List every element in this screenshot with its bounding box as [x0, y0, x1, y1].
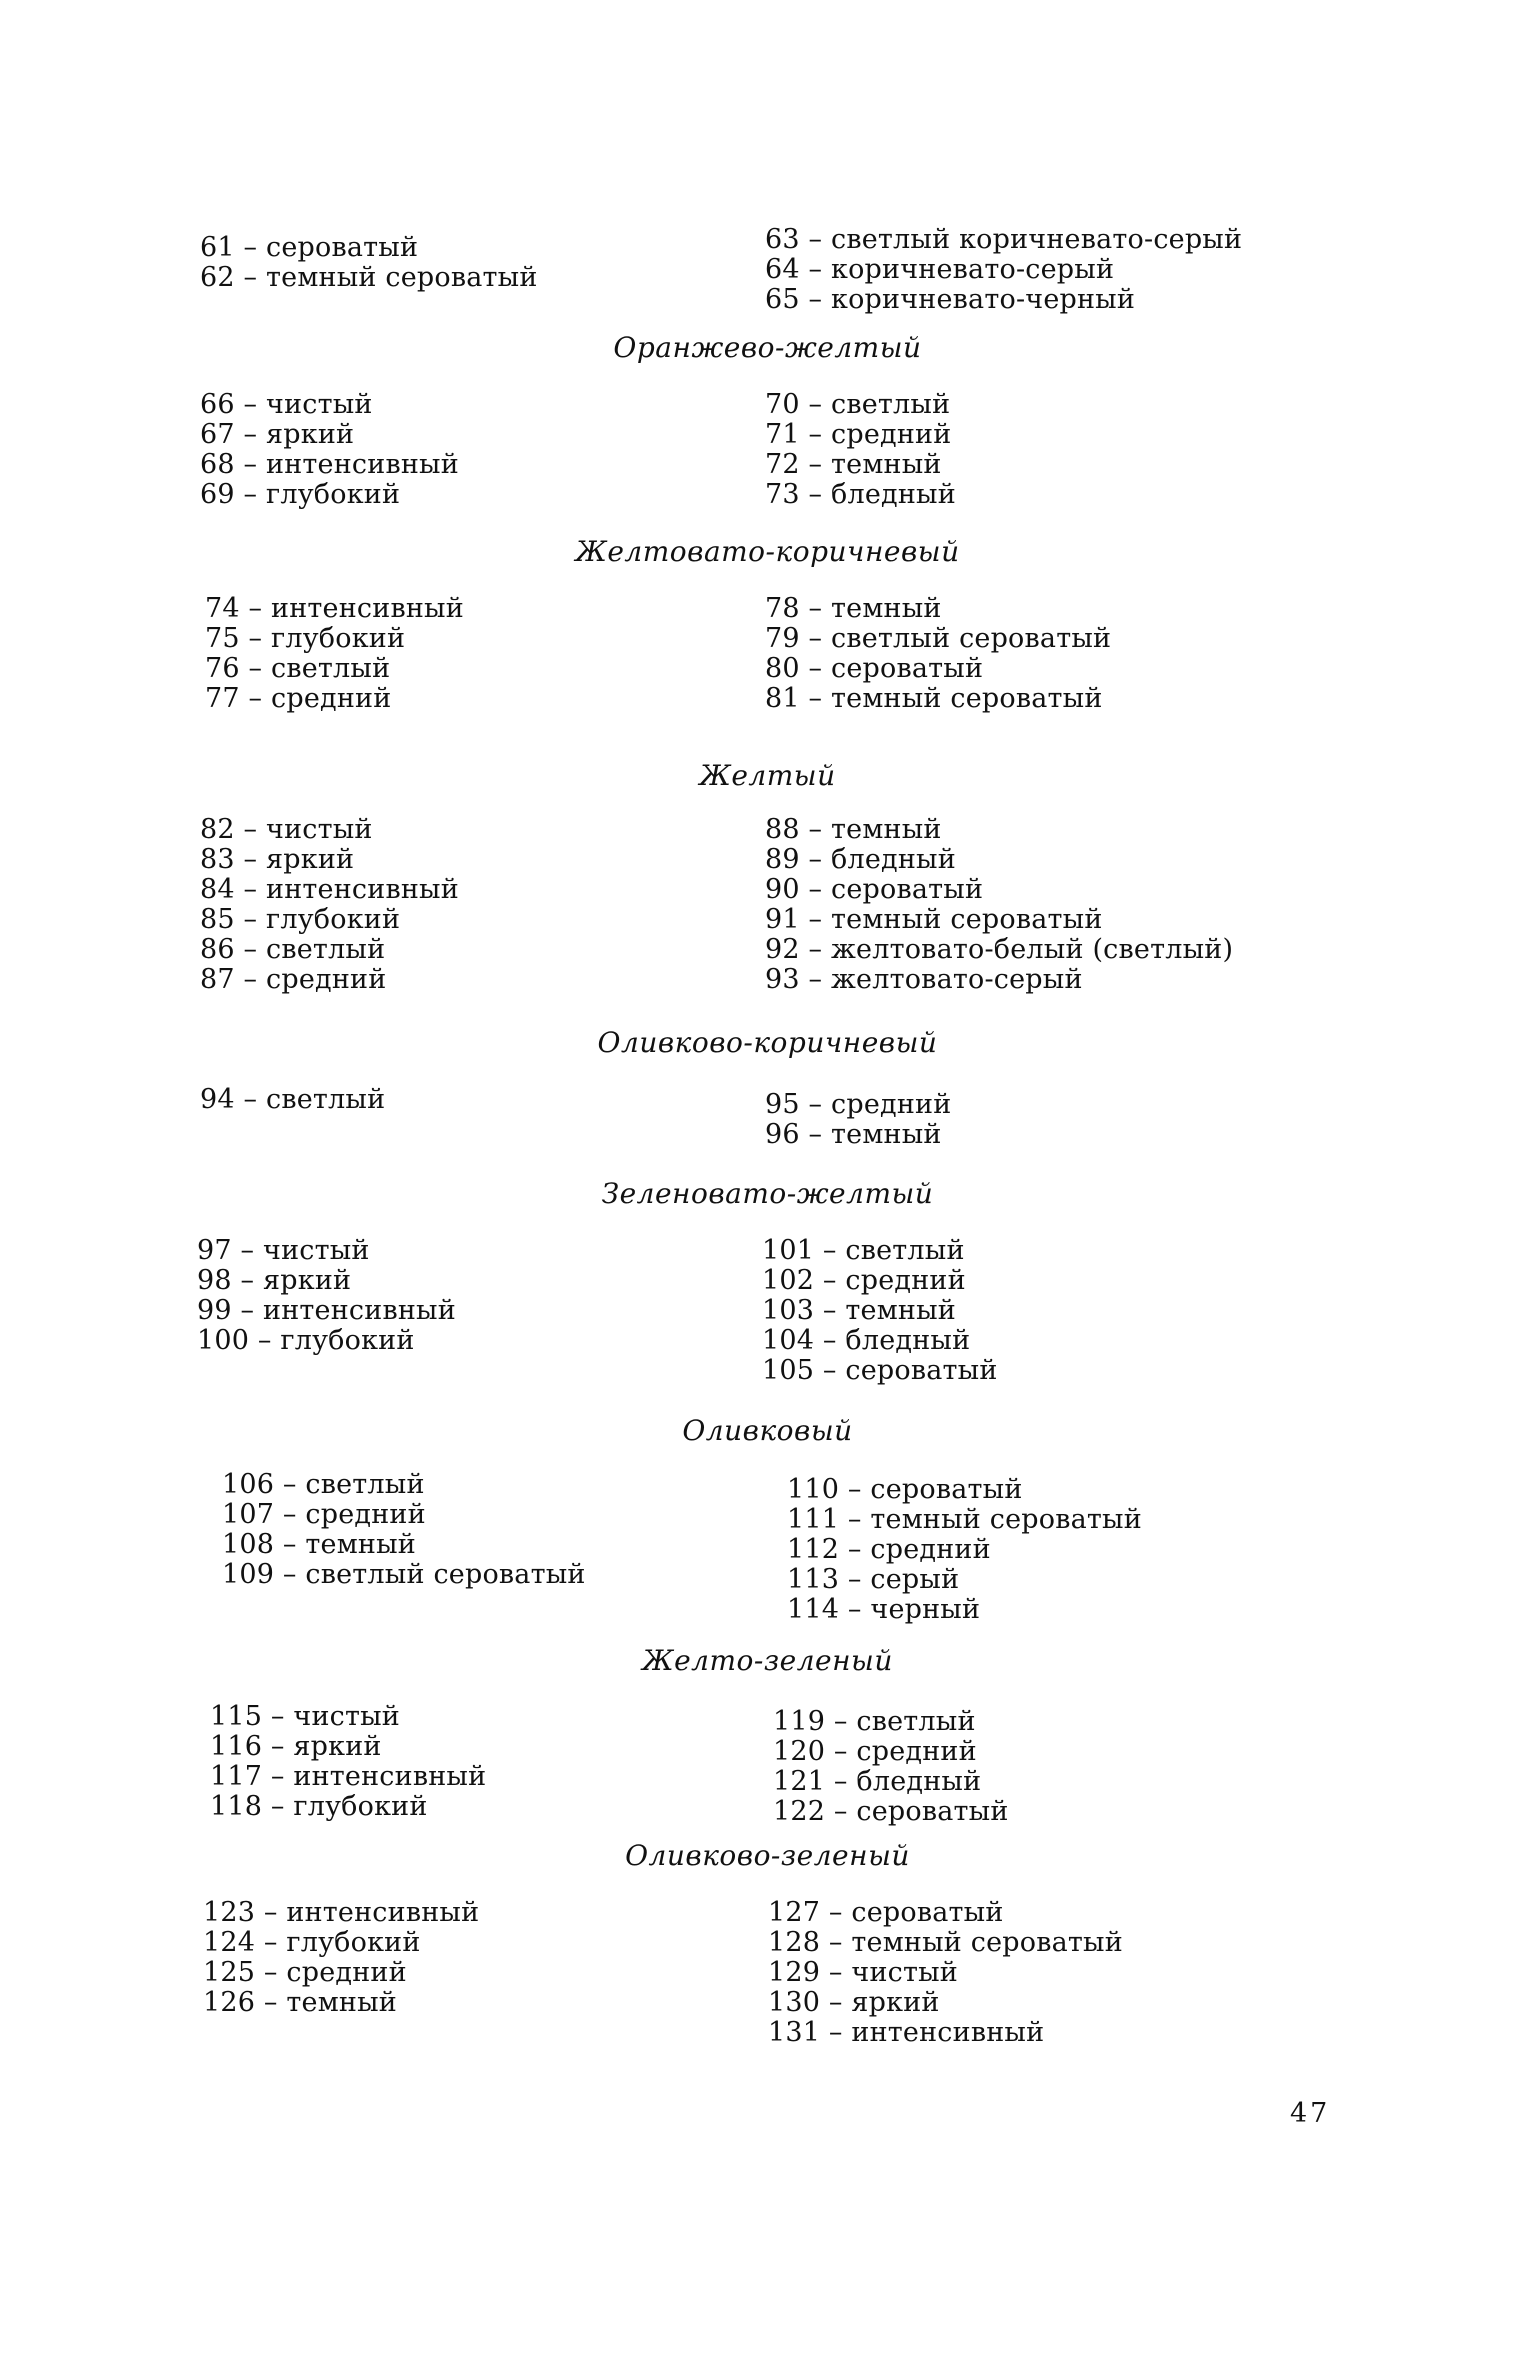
list-item: 118 – глубокий	[210, 1791, 428, 1822]
list-item: 121 – бледный	[773, 1766, 982, 1797]
list-item: 97 – чистый	[197, 1235, 370, 1266]
list-item: 112 – средний	[787, 1534, 991, 1565]
list-item: 107 – средний	[222, 1499, 426, 1530]
list-item: 70 – светлый	[765, 389, 951, 420]
list-item: 110 – сероватый	[787, 1474, 1023, 1505]
list-item: 103 – темный	[762, 1295, 956, 1326]
list-item: 98 – яркий	[197, 1265, 352, 1296]
list-item: 117 – интенсивный	[210, 1761, 487, 1792]
list-item: 87 – средний	[200, 964, 387, 995]
list-item: 86 – светлый	[200, 934, 386, 965]
list-item: 131 – интенсивный	[768, 2017, 1045, 2048]
list-item: 90 – сероватый	[765, 874, 984, 905]
list-item: 128 – темный сероватый	[768, 1927, 1123, 1958]
right-column	[768, 1898, 1123, 2048]
left-column	[203, 1898, 479, 2018]
list-item: 63 – светлый коричневато-серый	[765, 224, 1243, 255]
page-number: 47	[1290, 2098, 1331, 2129]
right-column	[765, 815, 1233, 995]
section-heading: Зеленовато-желтый	[601, 1177, 934, 1210]
list-item: 100 – глубокий	[197, 1325, 415, 1356]
list-item: 73 – бледный	[765, 479, 956, 510]
list-item: 99 – интенсивный	[197, 1295, 456, 1326]
list-item: 81 – темный сероватый	[765, 683, 1103, 714]
list-item: 89 – бледный	[765, 844, 956, 875]
left-column	[197, 1236, 456, 1356]
list-item: 102 – средний	[762, 1265, 966, 1296]
left-column	[200, 233, 538, 293]
section-heading: Оливково-коричневый	[597, 1026, 938, 1059]
right-column	[765, 390, 956, 510]
left-column	[200, 815, 459, 995]
list-item: 116 – яркий	[210, 1731, 382, 1762]
section-heading: Оливково-зеленый	[625, 1839, 910, 1872]
left-column	[200, 1085, 385, 1115]
list-item: 109 – светлый сероватый	[222, 1559, 586, 1590]
right-column	[765, 594, 1111, 714]
list-item: 96 – темный	[765, 1119, 942, 1150]
list-item: 124 – глубокий	[203, 1927, 421, 1958]
left-column	[200, 390, 459, 510]
list-item: 66 – чистый	[200, 389, 373, 420]
section-heading: Оливковый	[682, 1414, 853, 1447]
list-item: 82 – чистый	[200, 814, 373, 845]
list-item: 105 – сероватый	[762, 1355, 998, 1386]
right-column	[773, 1707, 1009, 1827]
list-item: 130 – яркий	[768, 1987, 940, 2018]
list-item: 115 – чистый	[210, 1701, 400, 1732]
list-item: 120 – средний	[773, 1736, 977, 1767]
list-item: 122 – сероватый	[773, 1796, 1009, 1827]
left-column	[210, 1702, 486, 1822]
list-item: 62 – темный сероватый	[200, 262, 538, 293]
list-item: 79 – светлый сероватый	[765, 623, 1112, 654]
list-item: 80 – сероватый	[765, 653, 984, 684]
list-item: 75 – глубокий	[205, 623, 406, 654]
section-heading: Оранжево-желтый	[613, 331, 922, 364]
list-item: 114 – черный	[787, 1594, 981, 1625]
list-item: 68 – интенсивный	[200, 449, 459, 480]
list-item: 65 – коричневато-черный	[765, 284, 1136, 315]
list-item: 67 – яркий	[200, 419, 355, 450]
list-item: 84 – интенсивный	[200, 874, 459, 905]
list-item: 83 – яркий	[200, 844, 355, 875]
right-column	[765, 225, 1242, 315]
list-item: 93 – желтовато-серый	[765, 964, 1083, 995]
list-item: 108 – темный	[222, 1529, 416, 1560]
list-item: 126 – темный	[203, 1987, 397, 2018]
list-item: 113 – серый	[787, 1564, 960, 1595]
list-item: 119 – светлый	[773, 1706, 976, 1737]
list-item: 106 – светлый	[222, 1469, 425, 1500]
right-column	[765, 1090, 951, 1150]
list-item: 85 – глубокий	[200, 904, 401, 935]
list-item: 129 – чистый	[768, 1957, 958, 1988]
list-item: 88 – темный	[765, 814, 942, 845]
list-item: 64 – коричневато-серый	[765, 254, 1115, 285]
section-heading: Желтый	[699, 759, 836, 792]
list-item: 123 – интенсивный	[203, 1897, 480, 1928]
right-column	[762, 1236, 998, 1386]
list-item: 61 – сероватый	[200, 232, 419, 263]
list-item: 101 – светлый	[762, 1235, 965, 1266]
list-item: 74 – интенсивный	[205, 593, 464, 624]
left-column	[222, 1470, 586, 1590]
list-item: 69 – глубокий	[200, 479, 401, 510]
list-item: 77 – средний	[205, 683, 392, 714]
list-item: 92 – желтовато-белый (светлый)	[765, 934, 1234, 965]
section-heading: Желто-зеленый	[642, 1644, 893, 1677]
list-item: 125 – средний	[203, 1957, 407, 1988]
list-item: 78 – темный	[765, 593, 942, 624]
list-item: 111 – темный сероватый	[787, 1504, 1142, 1535]
list-item: 104 – бледный	[762, 1325, 971, 1356]
list-item: 127 – сероватый	[768, 1897, 1004, 1928]
list-item: 94 – светлый	[200, 1084, 386, 1115]
list-item: 91 – темный сероватый	[765, 904, 1103, 935]
right-column	[787, 1475, 1142, 1625]
list-item: 71 – средний	[765, 419, 952, 450]
list-item: 72 – темный	[765, 449, 942, 480]
list-item: 76 – светлый	[205, 653, 391, 684]
section-heading: Желтовато-коричневый	[575, 535, 960, 568]
list-item: 95 – средний	[765, 1089, 952, 1120]
left-column	[205, 594, 464, 714]
